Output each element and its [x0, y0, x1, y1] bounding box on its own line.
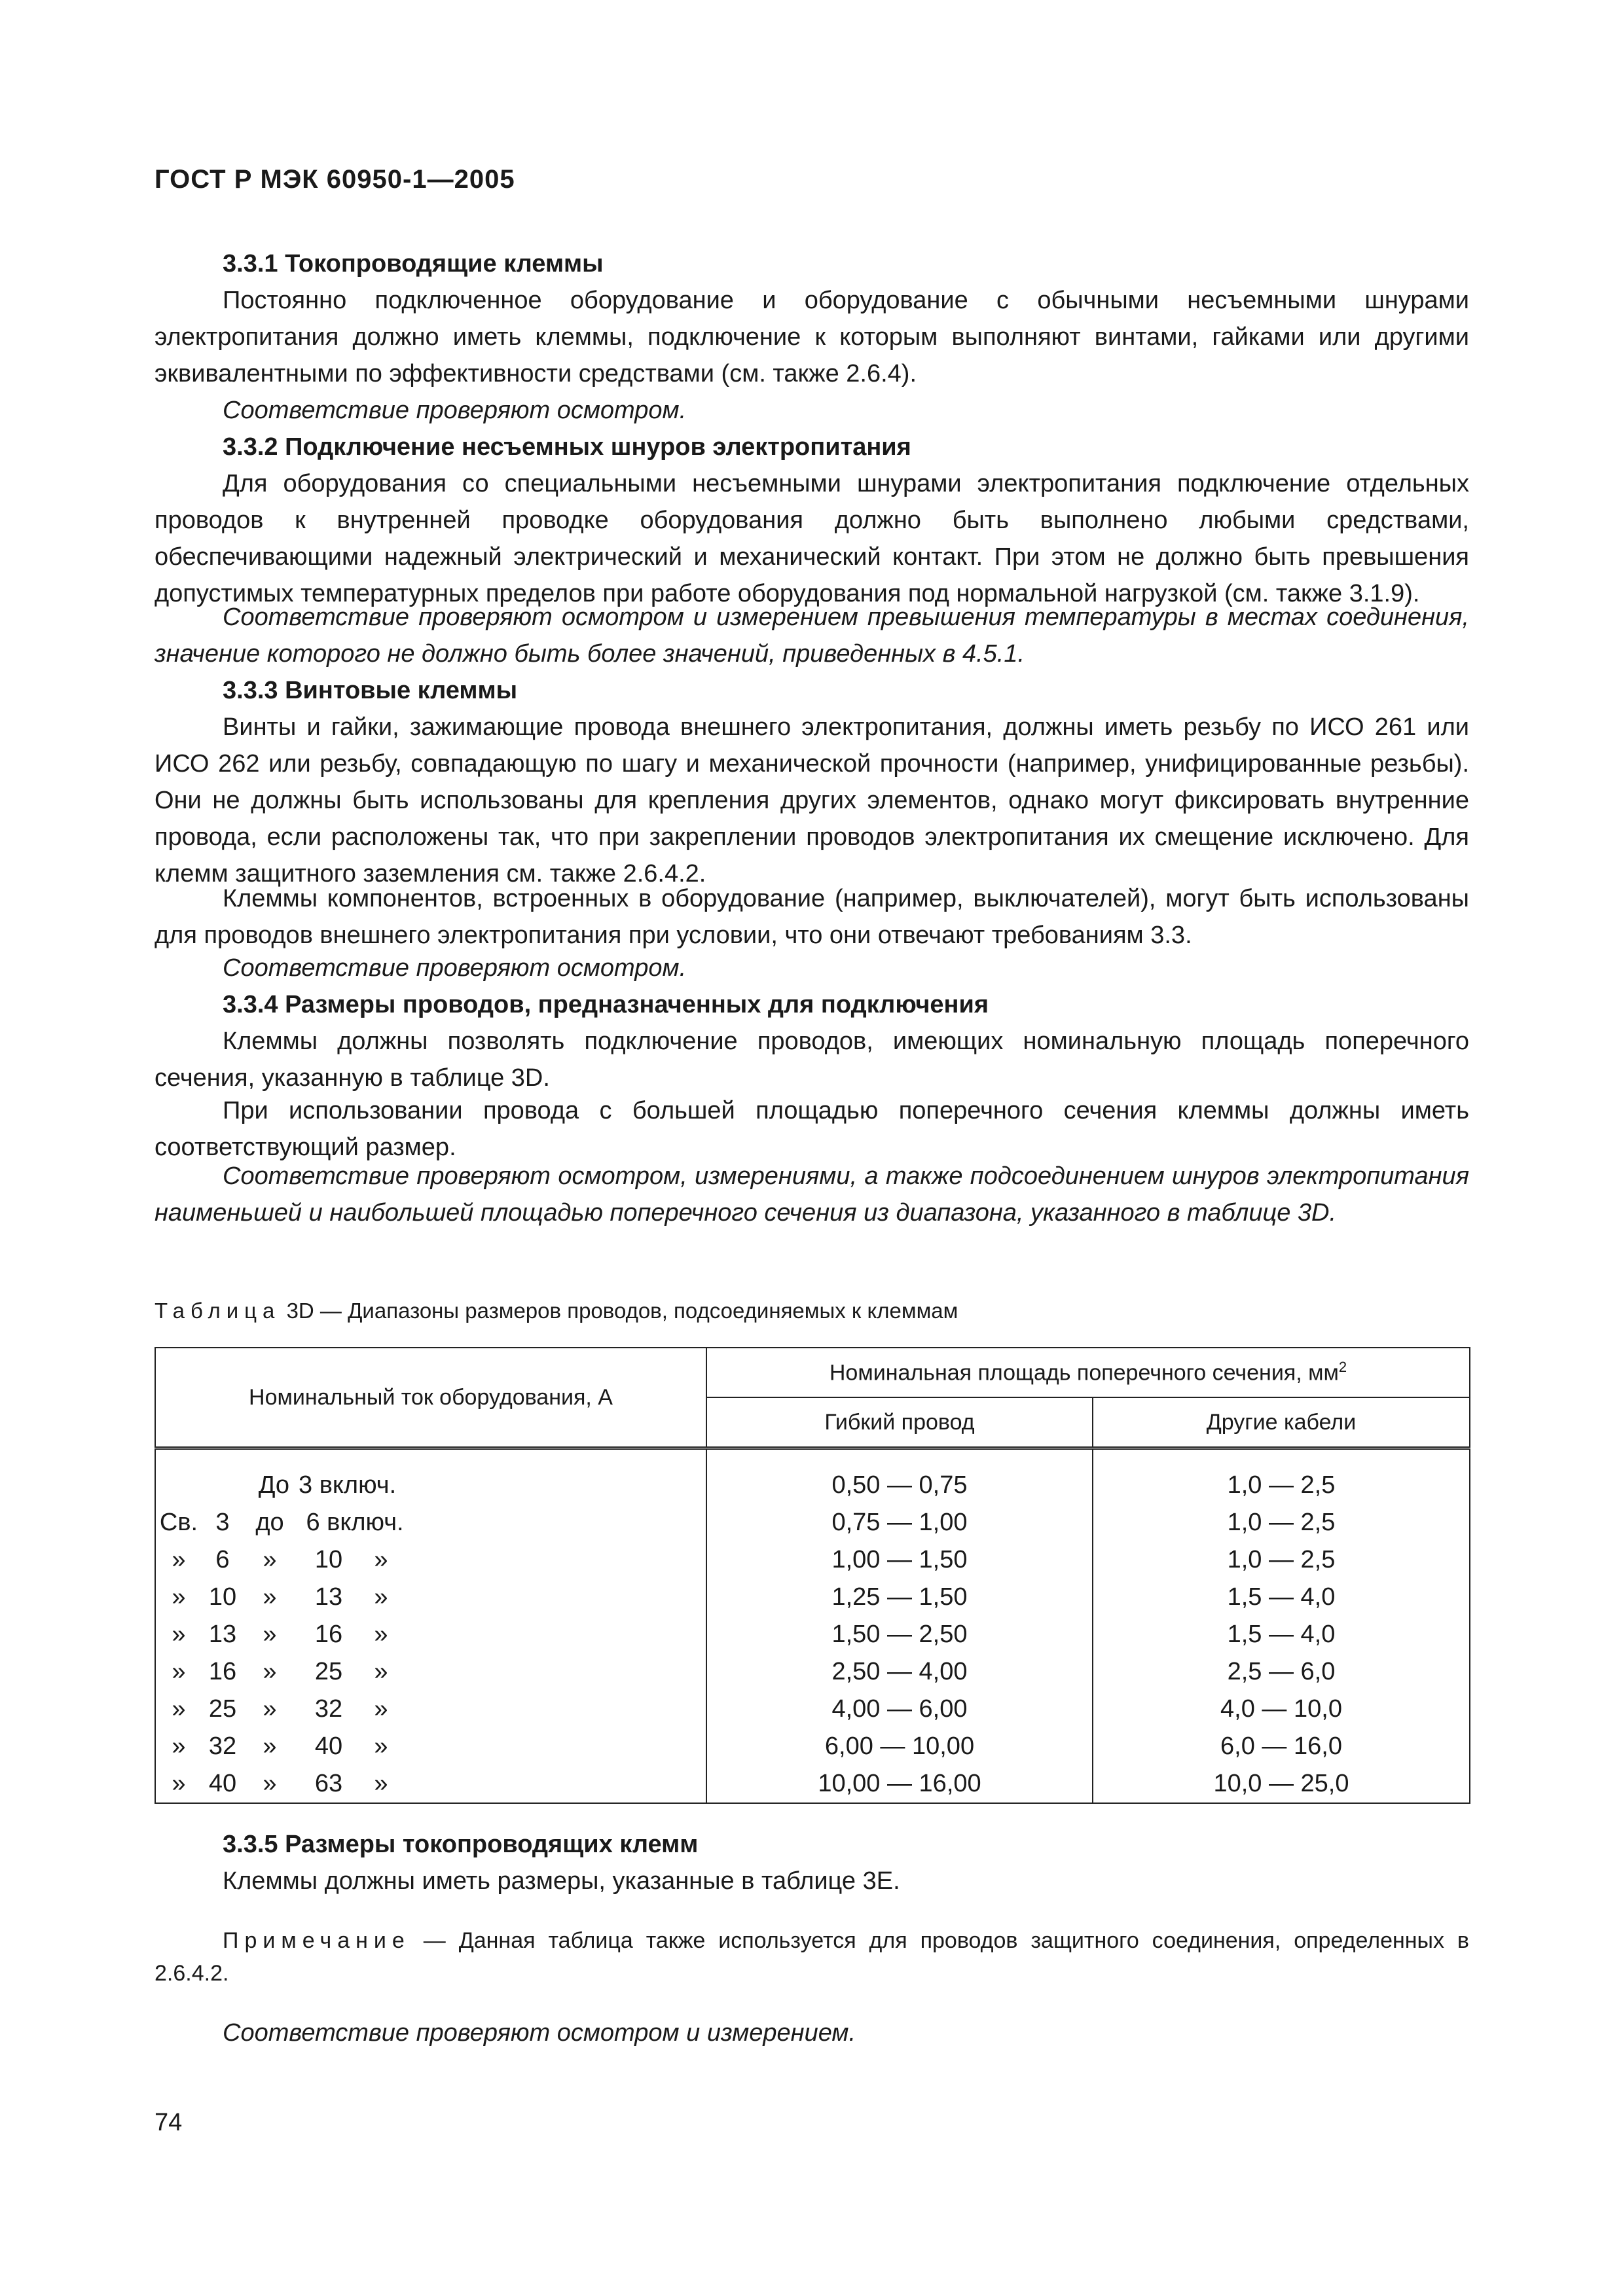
cell-current-part: »	[374, 1546, 388, 1573]
cell-current-part: »	[263, 1770, 277, 1797]
cell-flexible: 0,75 — 1,00	[706, 1504, 1093, 1541]
cell-current-part: 16	[208, 1658, 237, 1685]
cell-current	[155, 1691, 706, 1728]
section-3-3-4-body2: При использовании провода с большей площадью поперечного сечения клеммы должны иметь соответствующий размер.	[155, 1097, 1469, 1161]
cell-current	[155, 1579, 706, 1616]
section-3-3-4-title: 3.3.4 Размеры проводов, предназначенных для подключения	[223, 991, 989, 1018]
cell-current-part: »	[374, 1583, 388, 1611]
cell-current-part: 13	[208, 1621, 237, 1648]
column-header-area-text: Номинальная площадь поперечного сечения, мм	[829, 1360, 1339, 1386]
cell-current-part: 40	[208, 1770, 237, 1797]
cell-current-part: 25	[208, 1695, 237, 1723]
cell-current-part: »	[374, 1770, 388, 1797]
section-3-3-3-check: Соответствие проверяют осмотром.	[223, 954, 687, 982]
cell-flexible: 0,50 — 0,75	[706, 1460, 1093, 1504]
cell-current-part: »	[263, 1732, 277, 1760]
table-row	[155, 1765, 1470, 1803]
cell-current-part: »	[172, 1770, 186, 1797]
cell-other: 6,0 — 16,0	[1093, 1728, 1470, 1765]
cell-current-part: »	[263, 1695, 277, 1723]
table-caption	[155, 1295, 958, 1327]
cell-other: 4,0 — 10,0	[1093, 1691, 1470, 1728]
cell-current	[155, 1765, 706, 1803]
cell-current	[155, 1541, 706, 1579]
cell-current-part: 32	[314, 1695, 343, 1723]
cell-current	[155, 1653, 706, 1691]
section-3-3-2-check: Соответствие проверяют осмотром и измерением превышения температуры в местах соединения, значение которого не должно быть более значений, приведенных в 4.5.1.	[155, 603, 1469, 668]
cell-current-part: »	[172, 1658, 186, 1685]
cell-flexible: 2,50 — 4,00	[706, 1653, 1093, 1691]
note-label: Примечание	[223, 1928, 410, 1953]
section-3-3-5-title: 3.3.5 Размеры токопроводящих клемм	[223, 1831, 699, 1858]
cell-current-part: 32	[208, 1732, 237, 1760]
section-3-3-4-body1: Клеммы должны позволять подключение проводов, имеющих номинальную площадь поперечного сечения, указанную в таблице 3D.	[155, 1028, 1469, 1092]
cell-current-part: »	[374, 1695, 388, 1723]
cell-other: 2,5 — 6,0	[1093, 1653, 1470, 1691]
note	[155, 1924, 1469, 1990]
table-row	[155, 1653, 1470, 1691]
cell-flexible: 1,25 — 1,50	[706, 1579, 1093, 1616]
column-header-other: Другие кабели	[1093, 1397, 1470, 1448]
cell-other: 1,0 — 2,5	[1093, 1460, 1470, 1504]
cell-current-part: 25	[314, 1658, 343, 1685]
section-3-3-3-body1: Винты и гайки, зажимающие провода внешнего электропитания, должны иметь резьбу по ИСО 261 или ИСО 262 или резьбу, совпадающую по шагу и механической прочности (например, унифицированные резьбы). Они не должны быть использованы для крепления других элементов, однако могут фиксировать внутренние провода, если расположены так, что при закреплении проводов электропитания их смещение исключено. Для клемм защитного заземления см. также 2.6.4.2.	[155, 713, 1469, 888]
cell-current-part: 3 включ.	[299, 1471, 397, 1499]
cell-current-part: 6	[215, 1546, 230, 1573]
page-number: 74	[155, 2109, 183, 2136]
cell-current-part: »	[374, 1658, 388, 1685]
cell-current-part: »	[374, 1732, 388, 1760]
cell-other: 1,0 — 2,5	[1093, 1541, 1470, 1579]
cell-current	[155, 1504, 706, 1541]
cell-current-part: »	[263, 1658, 277, 1685]
cell-other: 1,0 — 2,5	[1093, 1504, 1470, 1541]
table-row	[155, 1616, 1470, 1653]
cell-flexible: 10,00 — 16,00	[706, 1765, 1093, 1803]
section-3-3-1-body: Постоянно подключенное оборудование и оборудование с обычными несъемными шнурами электропитания должно иметь клеммы, подключение к которым выполняют винтами, гайками или другими эквивалентными по эффективности средствами (см. также 2.6.4).	[155, 287, 1469, 387]
cell-current-part: »	[374, 1621, 388, 1648]
cell-current	[155, 1460, 706, 1504]
cell-current-part: »	[263, 1583, 277, 1611]
cell-other: 1,5 — 4,0	[1093, 1579, 1470, 1616]
section-3-3-5-check: Соответствие проверяют осмотром и измерением.	[223, 2019, 856, 2047]
table-separator-row	[155, 1448, 1470, 1461]
table-row	[155, 1579, 1470, 1616]
cell-current	[155, 1728, 706, 1765]
wire-size-table	[155, 1347, 1470, 1804]
cell-flexible: 1,00 — 1,50	[706, 1541, 1093, 1579]
table-row	[155, 1460, 1470, 1504]
cell-current-part: »	[172, 1621, 186, 1648]
cell-current-part: До	[258, 1471, 289, 1499]
cell-other: 10,0 — 25,0	[1093, 1765, 1470, 1803]
table-caption-word: Таблица	[155, 1299, 281, 1323]
table-row	[155, 1691, 1470, 1728]
cell-current-part: »	[172, 1695, 186, 1723]
note-text: — Данная таблица также используется для проводов защитного соединения, определенных в 2.6.4.2.	[155, 1928, 1469, 1986]
document-header: ГОСТ Р МЭК 60950-1—2005	[155, 165, 515, 194]
section-3-3-3-title: 3.3.3 Винтовые клеммы	[223, 677, 518, 704]
cell-current-part: 10	[208, 1583, 237, 1611]
cell-current-part: Св.	[159, 1509, 198, 1536]
cell-current-part: 16	[314, 1621, 343, 1648]
section-3-3-4-check: Соответствие проверяют осмотром, измерениями, а также подсоединением шнуров электропитания наименьшей и наибольшей площадью поперечного сечения из диапазона, указанного в таблице 3D.	[155, 1162, 1469, 1227]
column-header-flexible: Гибкий провод	[706, 1397, 1093, 1448]
section-3-3-2-title: 3.3.2 Подключение несъемных шнуров электропитания	[223, 433, 911, 461]
cell-current-part: 10	[314, 1546, 343, 1573]
cell-flexible: 4,00 — 6,00	[706, 1691, 1093, 1728]
section-3-3-3-body2: Клеммы компонентов, встроенных в оборудование (например, выключателей), могут быть использованы для проводов внешнего электропитания при условии, что они отвечают требованиям 3.3.	[155, 885, 1469, 949]
table-row	[155, 1504, 1470, 1541]
cell-current-part: 40	[314, 1732, 343, 1760]
section-3-3-1-title: 3.3.1 Токопроводящие клеммы	[223, 250, 604, 278]
table-body	[155, 1448, 1470, 1804]
cell-current-part: 63	[314, 1770, 343, 1797]
cell-flexible: 1,50 — 2,50	[706, 1616, 1093, 1653]
cell-current-part: 6 включ.	[306, 1509, 404, 1536]
cell-current-part: 13	[314, 1583, 343, 1611]
cell-current	[155, 1616, 706, 1653]
cell-current-part: »	[172, 1583, 186, 1611]
section-3-3-5-body: Клеммы должны иметь размеры, указанные в таблице 3E.	[223, 1867, 900, 1895]
cell-flexible: 6,00 — 10,00	[706, 1728, 1093, 1765]
table-caption-text: 3D — Диапазоны размеров проводов, подсоединяемых к клеммам	[286, 1299, 958, 1323]
cell-current-part: »	[263, 1621, 277, 1648]
cell-other: 1,5 — 4,0	[1093, 1616, 1470, 1653]
cell-current-part: 3	[215, 1509, 230, 1536]
column-header-area-sup: 2	[1338, 1359, 1347, 1376]
section-3-3-2-body: Для оборудования со специальными несъемными шнурами электропитания подключение отдельных проводов к внутренней проводке оборудования должно быть выполнено любыми средствами, обеспечивающими надежный электрический и механический контакт. При этом не должно быть превышения допустимых температурных пределов при работе оборудования под нормальной нагрузкой (см. также 3.1.9).	[155, 470, 1469, 607]
column-header-current: Номинальный ток оборудования, А	[155, 1348, 706, 1448]
table-row	[155, 1541, 1470, 1579]
cell-current-part: »	[172, 1732, 186, 1760]
cell-current-part: »	[263, 1546, 277, 1573]
section-3-3-1-check: Соответствие проверяют осмотром.	[223, 397, 687, 424]
table-row	[155, 1728, 1470, 1765]
cell-current-part: »	[172, 1546, 186, 1573]
column-header-area	[706, 1348, 1470, 1397]
cell-current-part: до	[255, 1509, 284, 1536]
